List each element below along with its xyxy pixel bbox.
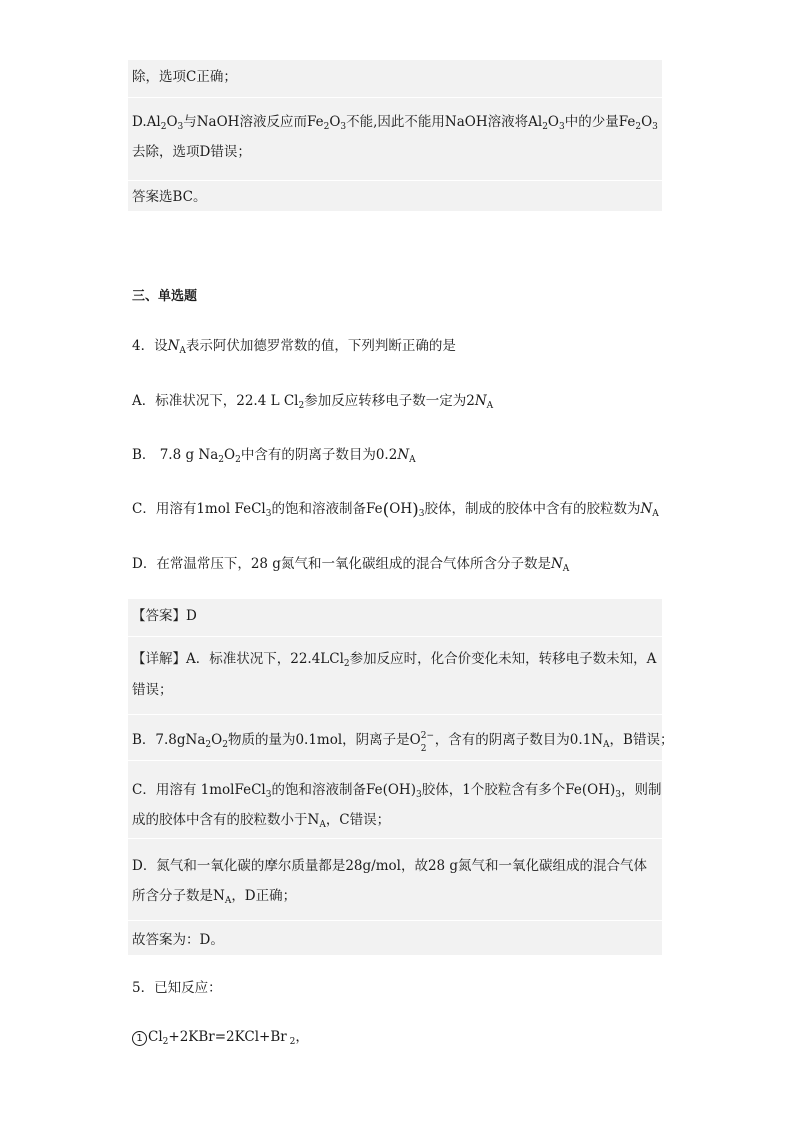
detail-c-line1: C．用溶有 1molFeCl$_3$的饱和溶液制备$Fe(OH)_3$胶体，1个胶粒含有多个$Fe(OH)_3$，则制	[132, 782, 662, 800]
detail-d-line1: D．氮气和一氧化碳的摩尔质量都是28g/mol，故28 g氮气和一氧化碳组成的混合气体	[132, 858, 648, 874]
final-answer: 故答案为：D。	[132, 932, 224, 948]
detail-a-line1: 【详解】A．标准状况下，22.4LCl$_2$参加反应时，化合价变化未知，转移电子数未知，A	[132, 651, 657, 669]
peroxide-ion: O 2− 2	[409, 731, 435, 754]
prev-line-d-cont: 去除，选项D错误；	[132, 144, 251, 160]
detail-b: B．$7.8gNa_2O_2$物质的量为0.1mol，阴离子是O 2− 2 ，含有的阴离子数目为$0.1N_A$，B错误；	[132, 731, 674, 754]
q5-stem: 5．已知反应：	[132, 980, 222, 996]
circled-number-1: 1	[132, 1031, 147, 1046]
answer-label: 【答案】D	[132, 608, 197, 624]
prev-line-d: $D.Al_2O_3$与NaOH溶液反应而$Fe_2O_3$不能,因此不能用NaOH溶液将$Al_2O_3$中的少量$Fe_2O_3$	[132, 114, 658, 132]
prev-answer: 答案选BC。	[132, 189, 207, 205]
q4-option-b: B． 7.8 g $Na_2O_2$中含有的阴离子数目为$0.2N_A$	[132, 447, 416, 465]
detail-a-line2: 错误；	[132, 682, 173, 698]
detail-c-line2: 成的胶体中含有的胶粒数小于$N_A$，C错误；	[132, 812, 391, 830]
prev-line-c: 除，选项C正确；	[132, 69, 237, 85]
section-title: 三、单选题	[132, 289, 198, 304]
q5-reaction-1: 1 $Cl_2+2KBr=2KCl+Br$ $_2$，	[132, 1027, 309, 1047]
q4-stem: 4．设$N_A$表示阿伏加德罗常数的值，下列判断正确的是	[132, 338, 456, 356]
detail-d-line2: 所含分子数是$N_A$，D正确；	[132, 888, 297, 906]
q4-option-c: C．用溶有1mol FeCl$_3$的饱和溶液制备$Fe(OH)_3$胶体，制成的胶体中含有的胶粒数为$N_A$	[132, 500, 659, 520]
q4-option-d: D．在常温常压下，28 g氮气和一氧化碳组成的混合气体所含分子数是$N_A$	[132, 556, 570, 574]
q4-option-a: A．标准状况下，22.4 L $Cl_2$参加反应转移电子数一定为$2N_A$	[132, 393, 494, 411]
